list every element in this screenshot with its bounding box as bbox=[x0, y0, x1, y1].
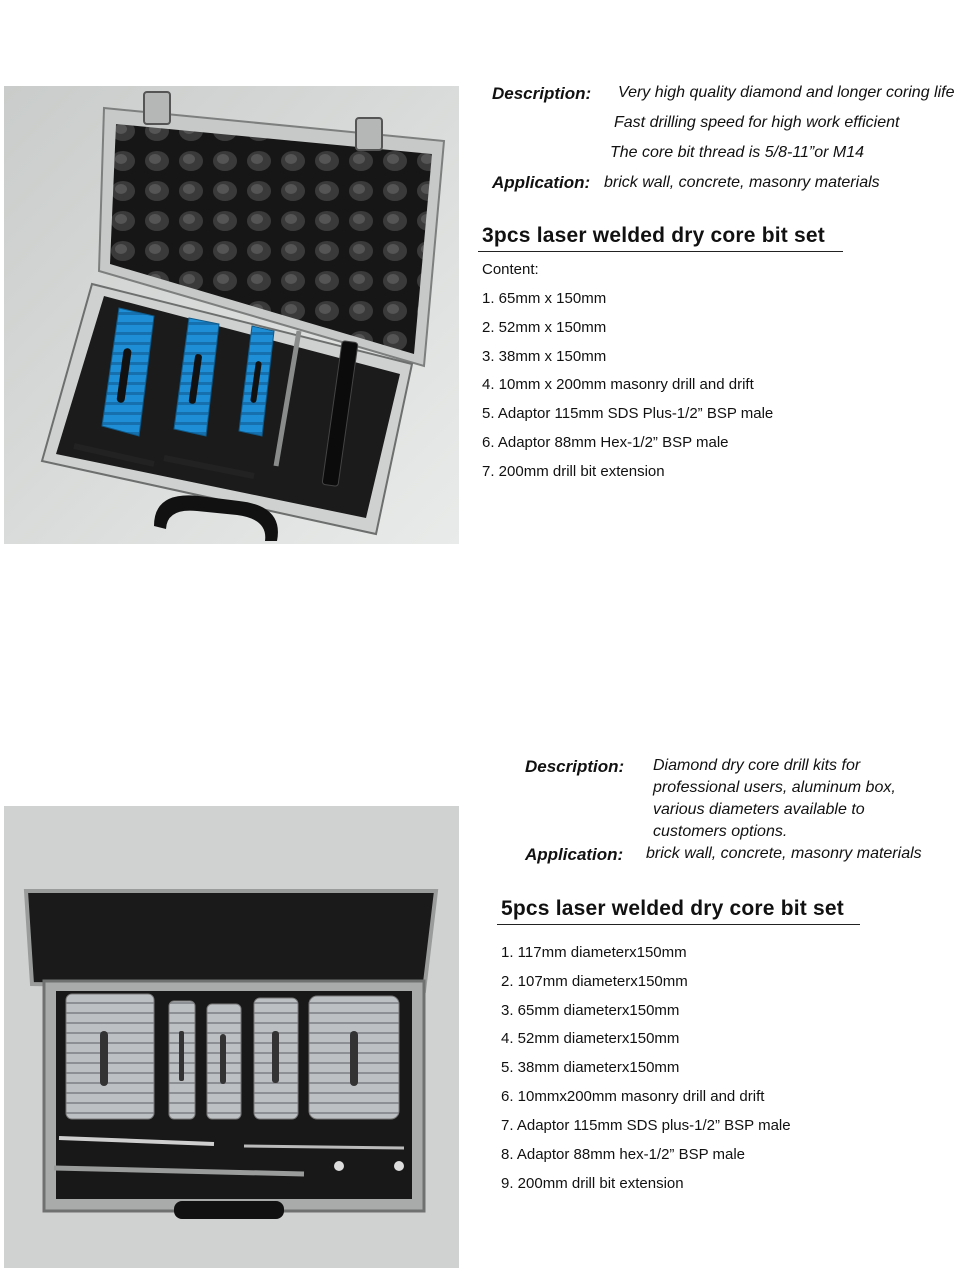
list-item: 6. Adaptor 88mm Hex-1/2” BSP male bbox=[482, 434, 729, 451]
product-photo-3pcs-set bbox=[4, 86, 459, 544]
core-bit-117mm bbox=[66, 994, 154, 1119]
list-item: 7. Adaptor 115mm SDS plus-1/2” BSP male bbox=[501, 1117, 791, 1134]
description-line-1a: Very high quality diamond and longer coring life bbox=[618, 84, 955, 101]
description-line-2a: Diamond dry core drill kits for bbox=[653, 757, 861, 774]
list-item: 7. 200mm drill bit extension bbox=[482, 463, 665, 480]
core-bit-38mm bbox=[169, 1001, 195, 1119]
description-line-2d: customers options. bbox=[653, 823, 788, 840]
description-label-2: Description: bbox=[525, 757, 625, 776]
list-item: 4. 10mm x 200mm masonry drill and drift bbox=[482, 376, 754, 393]
case-handle bbox=[174, 1201, 284, 1219]
list-item: 8. Adaptor 88mm hex-1/2” BSP male bbox=[501, 1146, 746, 1163]
description-line-1b: Fast drilling speed for high work efficient bbox=[614, 114, 900, 131]
list-item: 4. 52mm diameterx150mm bbox=[501, 1030, 680, 1047]
application-label-2: Application: bbox=[525, 845, 624, 864]
application-label-1: Application: bbox=[492, 173, 591, 192]
application-text-2: brick wall, concrete, masonry materials bbox=[646, 845, 922, 862]
list-item: 3. 38mm x 150mm bbox=[482, 348, 607, 365]
product-title-3pcs: 3pcs laser welded dry core bit set bbox=[482, 224, 825, 247]
product-photo-5pcs-set bbox=[4, 806, 459, 1268]
drift-icon bbox=[334, 1161, 344, 1171]
list-item: 2. 52mm x 150mm bbox=[482, 319, 607, 336]
case-illustration-3pcs bbox=[4, 86, 459, 544]
application-text-1: brick wall, concrete, masonry materials bbox=[604, 174, 880, 191]
list-item: 3. 65mm diameterx150mm bbox=[501, 1002, 680, 1019]
list-item: 2. 107mm diameterx150mm bbox=[501, 973, 688, 990]
title-underline-2 bbox=[497, 924, 860, 925]
drift-icon bbox=[394, 1161, 404, 1171]
core-bit-65mm bbox=[254, 998, 298, 1119]
title-underline-1 bbox=[478, 251, 843, 252]
list-item: 5. Adaptor 115mm SDS Plus-1/2” BSP male bbox=[482, 405, 774, 422]
core-bit-52mm bbox=[207, 1004, 241, 1119]
list-item: 5. 38mm diameterx150mm bbox=[501, 1059, 680, 1076]
description-label-1: Description: bbox=[492, 84, 592, 103]
adaptor-hex bbox=[244, 1146, 404, 1148]
list-item: 9. 200mm drill bit extension bbox=[501, 1175, 684, 1192]
content-label: Content: bbox=[482, 261, 539, 278]
list-item: 1. 117mm diameterx150mm bbox=[501, 944, 687, 961]
description-line-2c: various diameters available to bbox=[653, 801, 865, 818]
description-line-2b: professional users, aluminum box, bbox=[653, 779, 896, 796]
case-illustration-5pcs bbox=[4, 806, 459, 1268]
list-item: 1. 65mm x 150mm bbox=[482, 290, 607, 307]
core-bit-107mm bbox=[309, 996, 399, 1119]
description-line-1c: The core bit thread is 5/8-11”or M14 bbox=[610, 144, 865, 161]
product-title-5pcs: 5pcs laser welded dry core bit set bbox=[501, 897, 844, 920]
list-item: 6. 10mmx200mm masonry drill and drift bbox=[501, 1088, 765, 1105]
